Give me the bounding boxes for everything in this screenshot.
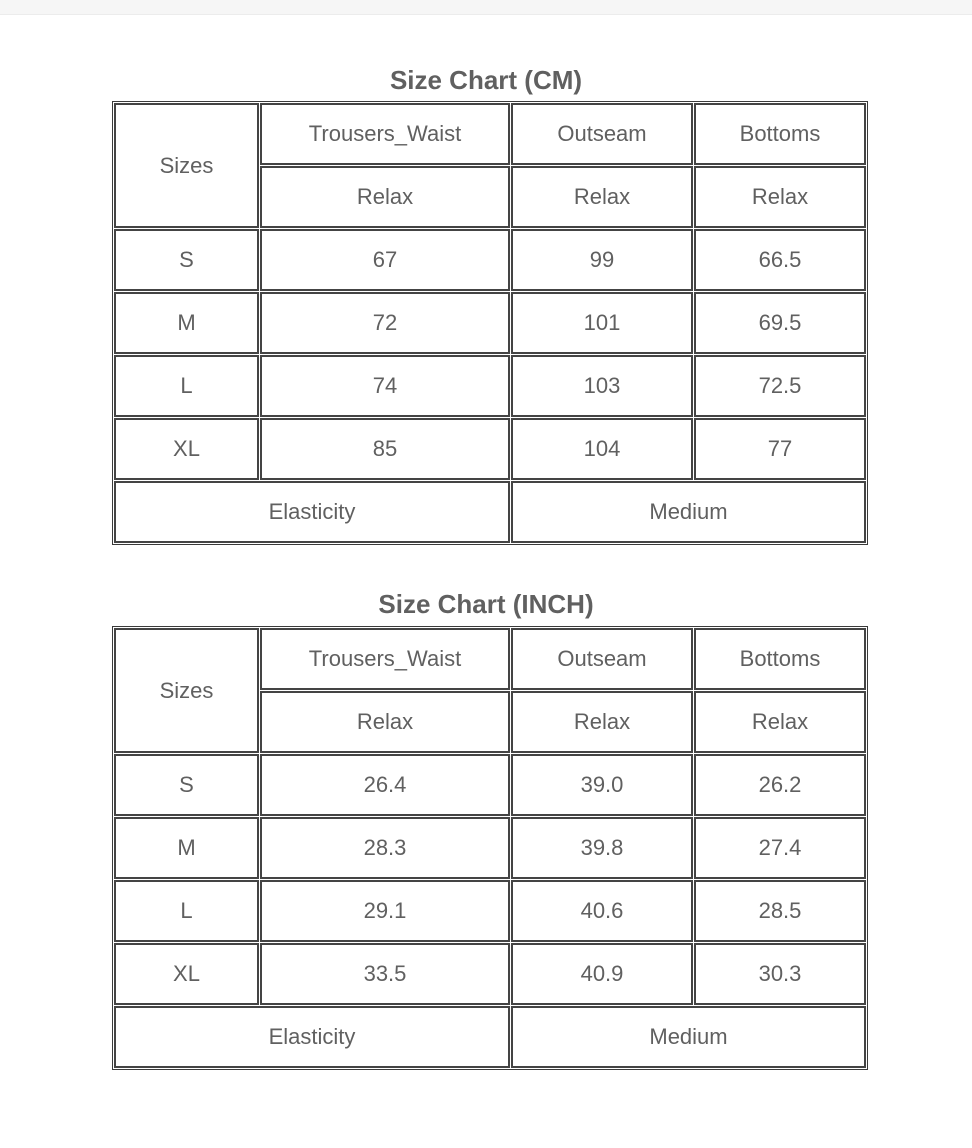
size-chart-cm-table bbox=[112, 101, 868, 545]
value-cell: 28.3 bbox=[260, 817, 510, 879]
value-cell: 67 bbox=[260, 229, 510, 291]
value-cell: 26.4 bbox=[260, 754, 510, 816]
top-bar bbox=[0, 0, 972, 15]
table-header-row bbox=[114, 628, 866, 690]
value-cell: 72.5 bbox=[694, 355, 866, 417]
size-cell: XL bbox=[114, 943, 259, 1005]
size-chart-cm-title: Size Chart (CM) bbox=[389, 65, 583, 95]
column-header-trousers-waist: Trousers_Waist bbox=[260, 103, 510, 165]
subheader-cell: Relax bbox=[511, 166, 693, 228]
table-row bbox=[114, 754, 866, 816]
value-cell: 29.1 bbox=[260, 880, 510, 942]
column-header-bottoms: Bottoms bbox=[694, 628, 866, 690]
value-cell: 40.6 bbox=[511, 880, 693, 942]
value-cell: 103 bbox=[511, 355, 693, 417]
value-cell: 39.0 bbox=[511, 754, 693, 816]
value-cell: 30.3 bbox=[694, 943, 866, 1005]
table-row bbox=[114, 418, 866, 480]
size-cell: S bbox=[114, 754, 259, 816]
value-cell: 74 bbox=[260, 355, 510, 417]
size-cell: M bbox=[114, 817, 259, 879]
value-cell: 28.5 bbox=[694, 880, 866, 942]
size-chart-inch-title: Size Chart (INCH) bbox=[378, 589, 594, 619]
size-cell: XL bbox=[114, 418, 259, 480]
size-cell: L bbox=[114, 355, 259, 417]
elasticity-row bbox=[114, 1006, 866, 1068]
elasticity-value: Medium bbox=[511, 1006, 866, 1068]
value-cell: 104 bbox=[511, 418, 693, 480]
subheader-cell: Relax bbox=[260, 691, 510, 753]
table-row bbox=[114, 817, 866, 879]
value-cell: 27.4 bbox=[694, 817, 866, 879]
value-cell: 101 bbox=[511, 292, 693, 354]
subheader-cell: Relax bbox=[694, 691, 866, 753]
elasticity-label: Elasticity bbox=[114, 481, 510, 543]
value-cell: 77 bbox=[694, 418, 866, 480]
table-row bbox=[114, 880, 866, 942]
sizes-header: Sizes bbox=[114, 628, 259, 753]
value-cell: 40.9 bbox=[511, 943, 693, 1005]
value-cell: 33.5 bbox=[260, 943, 510, 1005]
value-cell: 85 bbox=[260, 418, 510, 480]
column-header-trousers-waist: Trousers_Waist bbox=[260, 628, 510, 690]
value-cell: 66.5 bbox=[694, 229, 866, 291]
column-header-outseam: Outseam bbox=[511, 103, 693, 165]
size-cell: M bbox=[114, 292, 259, 354]
size-cell: L bbox=[114, 880, 259, 942]
value-cell: 26.2 bbox=[694, 754, 866, 816]
subheader-cell: Relax bbox=[511, 691, 693, 753]
elasticity-label: Elasticity bbox=[114, 1006, 510, 1068]
size-cell: S bbox=[114, 229, 259, 291]
value-cell: 72 bbox=[260, 292, 510, 354]
table-header-row bbox=[114, 103, 866, 165]
size-chart-inch-table bbox=[112, 626, 868, 1070]
table-row bbox=[114, 229, 866, 291]
column-header-bottoms: Bottoms bbox=[694, 103, 866, 165]
sizes-header: Sizes bbox=[114, 103, 259, 228]
subheader-cell: Relax bbox=[694, 166, 866, 228]
value-cell: 69.5 bbox=[694, 292, 866, 354]
column-header-outseam: Outseam bbox=[511, 628, 693, 690]
elasticity-row bbox=[114, 481, 866, 543]
value-cell: 99 bbox=[511, 229, 693, 291]
value-cell: 39.8 bbox=[511, 817, 693, 879]
subheader-cell: Relax bbox=[260, 166, 510, 228]
elasticity-value: Medium bbox=[511, 481, 866, 543]
table-row bbox=[114, 943, 866, 1005]
table-row bbox=[114, 292, 866, 354]
table-row bbox=[114, 355, 866, 417]
